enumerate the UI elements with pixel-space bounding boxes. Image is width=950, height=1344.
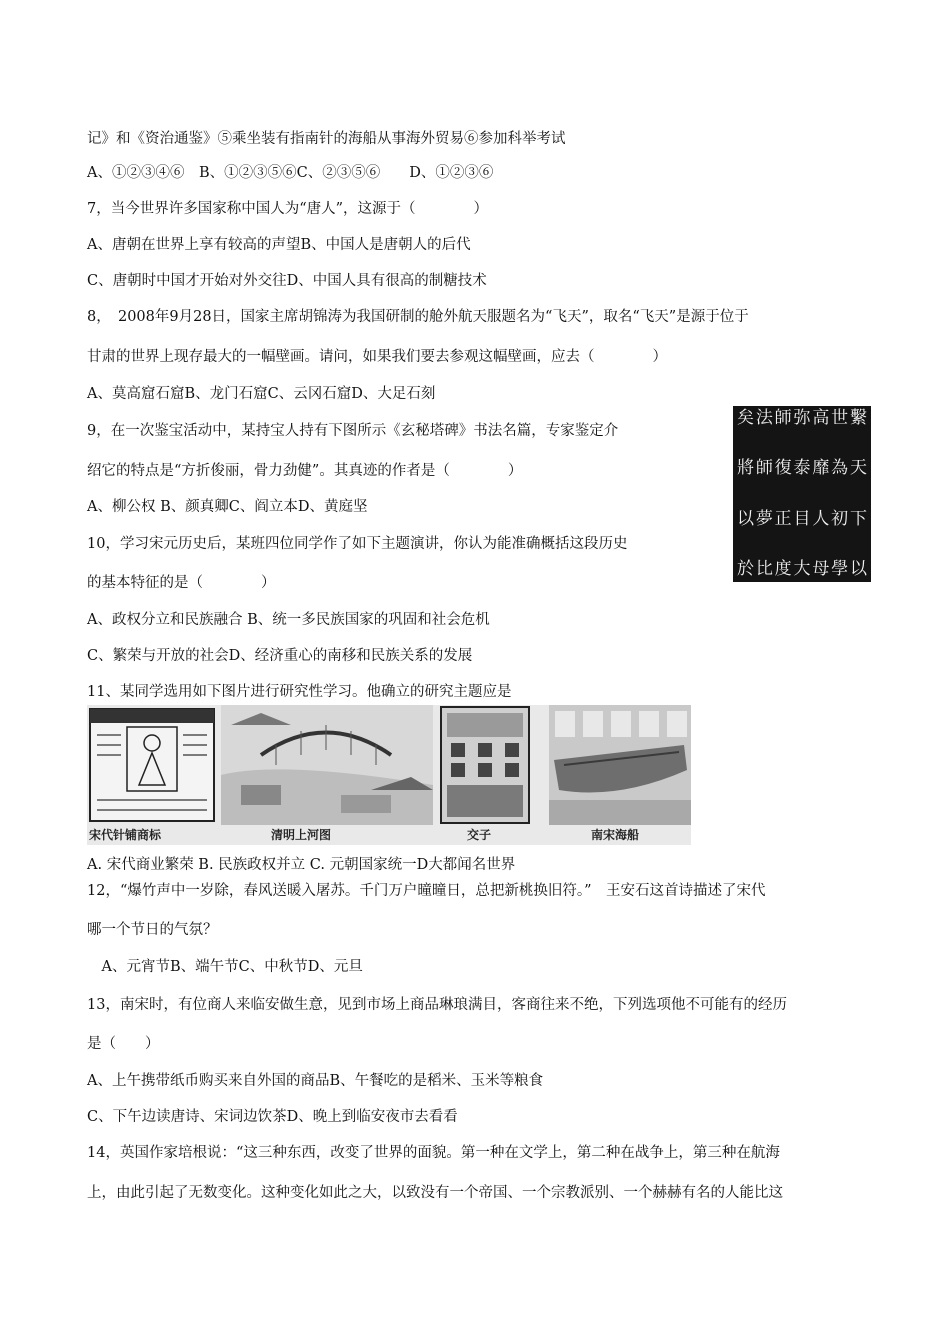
caption-qingming: 清明上河图 [271, 828, 332, 842]
calligraphy-char: 師 [774, 408, 792, 428]
text-line: 绍它的特点是“方折俊丽，骨力劲健”。其真迹的作者是（ ） [87, 463, 523, 479]
text-line: C、繁荣与开放的社会D、经济重心的南移和民族关系的发展 [87, 648, 473, 664]
calligraphy-column [775, 409, 792, 579]
calligraphy-char: 復 [774, 458, 792, 479]
text-line: 7，当今世界许多国家称中国人为“唐人”，这源于（ ） [87, 201, 489, 217]
text-line: 是（ ） [87, 1036, 160, 1052]
southern-song-ship-image [549, 705, 691, 845]
text-line: 14，英国作家培根说：“这三种东西，改变了世界的面貌。第一种在文学上，第二种在战争上，第三种在航海 [87, 1145, 780, 1161]
text-line: C、下午边读唐诗、宋词边饮茶D、晚上到临安夜市去看看 [87, 1109, 458, 1125]
calligraphy-char: 泰 [793, 458, 811, 479]
text-line: 甘肃的世界上现存最大的一幅壁画。请问，如果我们要去参观这幅壁画，应去（ ） [87, 349, 667, 365]
text-line: 8， 2008年9月28日，国家主席胡锦涛为我国研制的舱外航天服题名为“飞天”，取名“飞天”是源于位于 [87, 309, 749, 325]
calligraphy-char: 將 [737, 458, 754, 479]
text-line: A、柳公权 B、颜真卿C、阎立本D、黄庭坚 [87, 499, 368, 515]
calligraphy-char: 人 [812, 508, 830, 529]
calligraphy-char: 度 [774, 558, 792, 579]
calligraphy-char: 世 [831, 408, 849, 428]
text-line: 12，“爆竹声中一岁除，春风送暖入屠苏。千门万户曈曈日，总把新桃换旧符。” 王安石这首诗描述了宋代 [87, 883, 766, 899]
calligraphy-char: 大 [793, 558, 811, 579]
calligraphy-column [831, 409, 848, 579]
calligraphy-char: 為 [831, 458, 849, 479]
text-line: A、政权分立和民族融合 B、统一多民族国家的巩固和社会危机 [87, 612, 490, 628]
calligraphy-char: 靡 [812, 458, 830, 479]
calligraphy-char: 於 [737, 558, 754, 579]
text-line: 哪一个节日的气氛？ [87, 922, 218, 938]
calligraphy-char: 高 [812, 408, 830, 428]
jiaozi-paper-money-image [439, 705, 531, 845]
calligraphy-char: 師 [755, 458, 773, 479]
calligraphy-char: 矣 [737, 408, 754, 428]
caption-song-ship: 南宋海船 [591, 828, 640, 842]
text-line: 9，在一次鉴宝活动中，某持宝人持有下图所示《玄秘塔碑》书法名篇，专家鉴定介 [87, 423, 619, 439]
calligraphy-char: 弥 [793, 408, 811, 428]
calligraphy-char: 以 [737, 508, 754, 529]
text-line: A、上午携带纸币购买来自外国的商品B、午餐吃的是稻米、玉米等粮食 [87, 1073, 544, 1089]
calligraphy-char: 法 [755, 408, 773, 428]
text-line: 记》和《资治通鉴》⑤乘坐装有指南针的海船从事海外贸易⑥参加科举考试 [87, 131, 566, 147]
calligraphy-column [756, 409, 773, 579]
text-line: 上，由此引起了无数变化。这种变化如此之大，以致没有一个帝国、一个宗教派别、一个赫赫有名的人能比这 [87, 1185, 783, 1201]
text-line: A. 宋代商业繁荣 B. 民族政权并立 C. 元朝国家统一D大都闻名世界 [87, 857, 516, 873]
text-line: 13，南宋时，有位商人来临安做生意，见到市场上商品琳琅满目，客商往来不绝，下列选项他不可能有的经历 [87, 997, 787, 1013]
song-commerce-image-strip [87, 705, 691, 845]
calligraphy-char: 繫 [849, 408, 867, 428]
text-line: A、①②③④⑥ B、①②③⑤⑥C、②③⑤⑥ D、①②③⑥ [87, 165, 494, 181]
text-line: A、唐朝在世界上享有较高的声望B、中国人是唐朝人的后代 [87, 237, 471, 253]
calligraphy-column [812, 409, 829, 579]
text-line: 11、某同学选用如下图片进行研究性学习。他确立的研究主题应是 [87, 684, 512, 700]
qingming-scroll-image [221, 705, 433, 845]
calligraphy-column [793, 409, 810, 579]
text-line: C、唐朝时中国才开始对外交往D、中国人具有很高的制糖技术 [87, 273, 487, 289]
xuanmi-pagoda-stele-image [733, 406, 871, 582]
caption-jiaozi: 交子 [467, 828, 492, 842]
needle-shop-trademark-image [87, 705, 219, 845]
text-line: A、元宵节B、端午节C、中秋节D、元旦 [87, 959, 363, 975]
calligraphy-char: 夢 [755, 508, 773, 529]
calligraphy-char: 正 [774, 508, 792, 529]
calligraphy-char: 下 [849, 508, 867, 529]
caption-needle-trademark: 宋代针铺商标 [89, 828, 162, 842]
text-line: 10，学习宋元历史后，某班四位同学作了如下主题演讲，你认为能准确概括这段历史 [87, 536, 628, 552]
calligraphy-char: 初 [831, 508, 849, 529]
text-line: A、莫高窟石窟B、龙门石窟C、云冈石窟D、大足石刻 [87, 386, 436, 402]
calligraphy-char: 目 [793, 508, 811, 529]
calligraphy-column [737, 409, 754, 579]
calligraphy-char: 天 [849, 458, 867, 479]
text-line: 的基本特征的是（ ） [87, 575, 276, 591]
calligraphy-char: 比 [755, 558, 773, 579]
calligraphy-column [850, 409, 867, 579]
calligraphy-char: 學 [831, 558, 849, 579]
calligraphy-char: 母 [812, 558, 830, 579]
calligraphy-char: 以 [849, 558, 867, 579]
